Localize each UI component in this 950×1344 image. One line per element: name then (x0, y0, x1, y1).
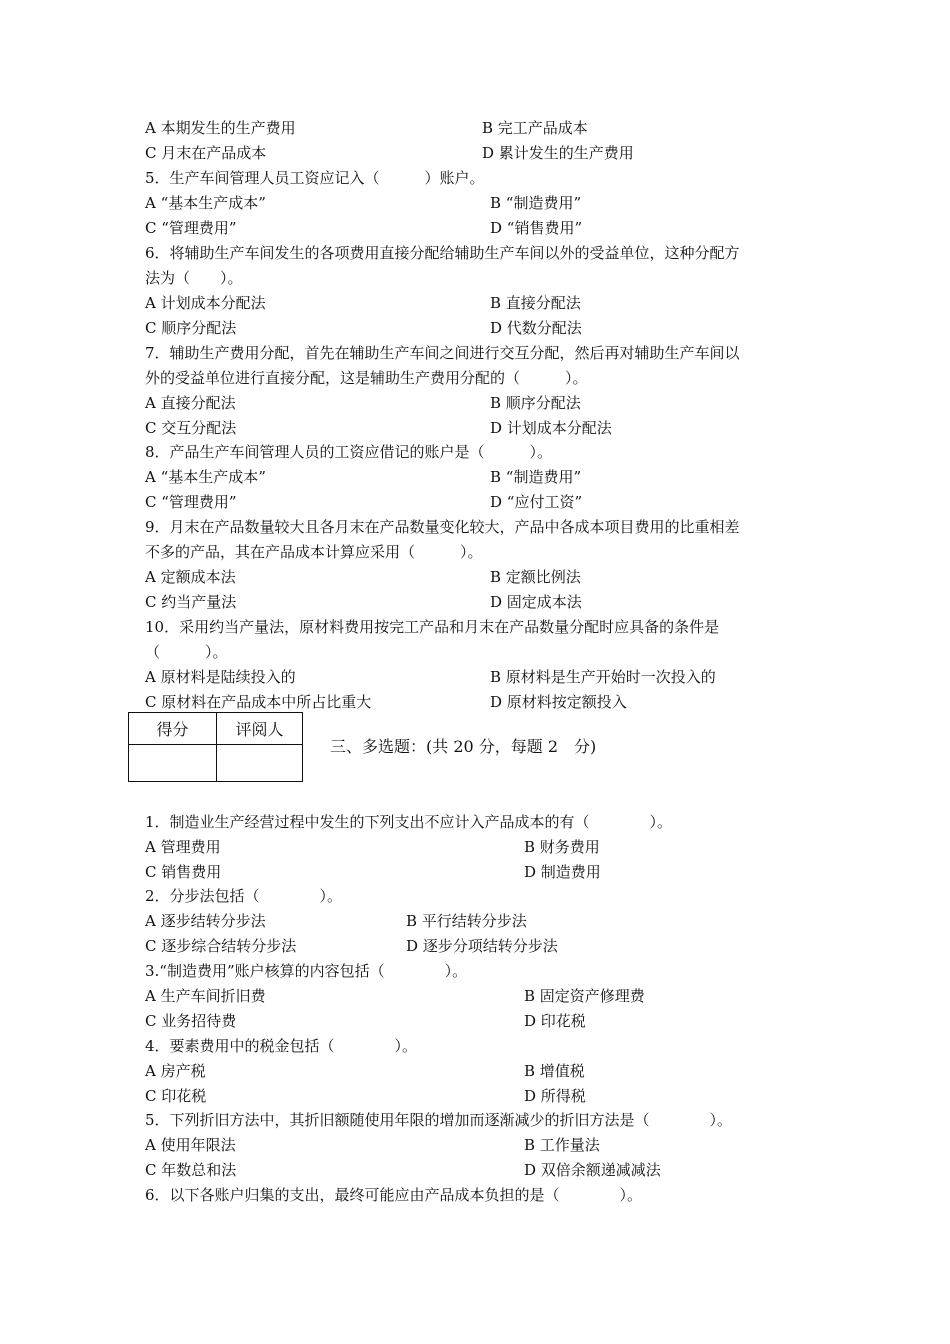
q7-stem-line2: 外的受益单位进行直接分配，这是辅助生产费用分配的（ ）。 (145, 369, 588, 387)
s3-q3-stem: 3.“制造费用”账户核算的内容包括（ ）。 (145, 962, 468, 980)
q4-option-c: C 月末在产品成本 (145, 144, 267, 162)
s3-q2-option-d: D 逐步分项结转分步法 (406, 937, 558, 955)
q9-option-b: B 定额比例法 (490, 568, 581, 586)
s3-q5-option-b: B 工作量法 (524, 1136, 600, 1154)
s3-q3-option-b: B 固定资产修理费 (524, 987, 645, 1005)
q5-option-b: B “制造费用” (490, 194, 582, 212)
q6-stem-line1: 6．将辅助生产车间发生的各项费用直接分配给辅助生产车间以外的受益单位，这种分配方 (145, 244, 740, 262)
s3-q3-option-d: D 印花税 (524, 1012, 586, 1030)
section3-title: 三、多选题：(共 20 分，每题 2 分) (330, 737, 597, 756)
score-box (128, 712, 303, 782)
s3-q1-option-d: D 制造费用 (524, 863, 601, 881)
s3-q5-option-c: C 年数总和法 (145, 1161, 237, 1179)
q7-stem-line1: 7．辅助生产费用分配，首先在辅助生产车间之间进行交互分配，然后再对辅助生产车间以 (145, 344, 740, 362)
q10-stem-line2: （ ）。 (145, 643, 228, 661)
s3-q3-option-a: A 生产车间折旧费 (145, 987, 266, 1005)
q6-option-c: C 顺序分配法 (145, 319, 237, 337)
score-cell[interactable] (129, 745, 217, 782)
q10-stem-line1: 10．采用约当产量法，原材料费用按完工产品和月末在产品数量分配时应具备的条件是 (145, 618, 720, 636)
q9-stem-line1: 9．月末在产品数量较大且各月末在产品数量变化较大，产品中各成本项目费用的比重相差 (145, 518, 740, 536)
s3-q3-option-c: C 业务招待费 (145, 1012, 237, 1030)
q7-option-c: C 交互分配法 (145, 419, 237, 437)
s3-q1-option-a: A 管理费用 (145, 838, 221, 856)
score-header: 得分 (129, 713, 217, 745)
q5-stem: 5．生产车间管理人员工资应记入（ ）账户。 (145, 169, 485, 187)
s3-q1-stem: 1．制造业生产经营过程中发生的下列支出不应计入产品成本的有（ ）。 (145, 813, 673, 831)
q4-option-b: B 完工产品成本 (482, 119, 588, 137)
s3-q4-option-c: C 印花税 (145, 1087, 207, 1105)
s3-q5-option-a: A 使用年限法 (145, 1136, 236, 1154)
q5-option-c: C “管理费用” (145, 219, 237, 237)
q4-option-a: A 本期发生的生产费用 (145, 119, 296, 137)
q8-option-c: C “管理费用” (145, 493, 237, 511)
s3-q4-option-a: A 房产税 (145, 1062, 206, 1080)
q6-option-d: D 代数分配法 (490, 319, 582, 337)
s3-q1-option-c: C 销售费用 (145, 863, 222, 881)
q7-option-a: A 直接分配法 (145, 394, 236, 412)
q10-option-c: C 原材料在产品成本中所占比重大 (145, 693, 372, 711)
s3-q5-stem: 5．下列折旧方法中，其折旧额随使用年限的增加而逐渐减少的折旧方法是（ ）。 (145, 1111, 733, 1129)
grader-header: 评阅人 (217, 713, 303, 745)
q8-option-a: A “基本生产成本” (145, 468, 266, 486)
s3-q2-option-a: A 逐步结转分步法 (145, 912, 266, 930)
q9-option-c: C 约当产量法 (145, 593, 237, 611)
s3-q4-option-b: B 增值税 (524, 1062, 585, 1080)
s3-q5-option-d: D 双倍余额递减减法 (524, 1161, 661, 1179)
s3-q1-option-b: B 财务费用 (524, 838, 600, 856)
q10-option-d: D 原材料按定额投入 (490, 693, 627, 711)
q8-option-d: D “应付工资” (490, 493, 583, 511)
q6-stem-line2: 法为（ ）。 (145, 269, 243, 287)
s3-q2-option-b: B 平行结转分步法 (406, 912, 527, 930)
q6-option-b: B 直接分配法 (490, 294, 581, 312)
q7-option-b: B 顺序分配法 (490, 394, 581, 412)
q4-option-d: D 累计发生的生产费用 (482, 144, 634, 162)
q7-option-d: D 计划成本分配法 (490, 419, 612, 437)
s3-q4-stem: 4．要素费用中的税金包括（ ）。 (145, 1037, 418, 1055)
grader-cell[interactable] (217, 745, 303, 782)
s3-q4-option-d: D 所得税 (524, 1087, 586, 1105)
q8-option-b: B “制造费用” (490, 468, 582, 486)
q9-option-d: D 固定成本法 (490, 593, 582, 611)
q8-stem: 8．产品生产车间管理人员的工资应借记的账户是（ ）。 (145, 443, 553, 461)
q9-stem-line2: 不多的产品，其在产品成本计算应采用（ ）。 (145, 543, 483, 561)
s3-q2-stem: 2．分步法包括（ ）。 (145, 887, 343, 905)
q10-option-b: B 原材料是生产开始时一次投入的 (490, 668, 716, 686)
s3-q2-option-c: C 逐步综合结转分步法 (145, 937, 297, 955)
q5-option-d: D “销售费用” (490, 219, 583, 237)
q6-option-a: A 计划成本分配法 (145, 294, 266, 312)
q5-option-a: A “基本生产成本” (145, 194, 266, 212)
s3-q6-stem: 6．以下各账户归集的支出，最终可能应由产品成本负担的是（ ）。 (145, 1186, 643, 1204)
q10-option-a: A 原材料是陆续投入的 (145, 668, 296, 686)
q9-option-a: A 定额成本法 (145, 568, 236, 586)
